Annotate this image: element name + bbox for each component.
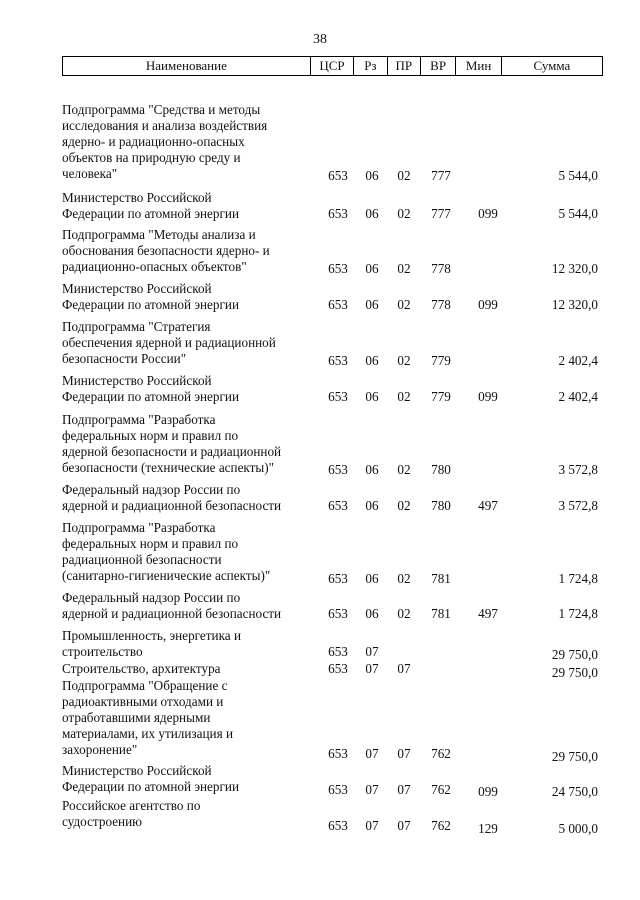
row-min: 099	[478, 389, 498, 404]
row-name: Федеральный надзор России по ядерной и радиационной безопасности	[62, 482, 282, 513]
row-name: Подпрограмма "Обращение с радиоактивными отходами и отработавшими ядерными материалами, их утилизация и захоронение"	[62, 678, 234, 757]
row-name: Промышленность, энергетика и строительство	[62, 628, 242, 659]
row-csr: 653	[328, 261, 348, 276]
row-csr: 653	[328, 782, 348, 797]
row-rz: 06	[365, 261, 379, 276]
row-name: Строительство, архитектура	[62, 661, 221, 676]
row-csr: 653	[328, 606, 348, 621]
row-sum: 12 320,0	[551, 297, 598, 312]
row-rz: 07	[365, 644, 379, 659]
row-vr: 778	[431, 261, 451, 276]
row-vr: 780	[431, 498, 451, 513]
col-header-csr: ЦСР	[310, 57, 353, 76]
row-vr: 779	[431, 389, 451, 404]
col-header-min: Мин	[456, 57, 502, 76]
col-header-sum: Сумма	[501, 57, 602, 76]
row-sum: 2 402,4	[558, 353, 598, 368]
row-csr: 653	[328, 462, 348, 477]
row-rz: 06	[365, 168, 379, 183]
row-sum: 3 572,8	[558, 462, 598, 477]
row-vr: 762	[431, 782, 451, 797]
row-name: Федеральный надзор России по ядерной и радиационной безопасности	[62, 590, 282, 621]
row-rz: 06	[365, 571, 379, 586]
col-header-rz: Рз	[354, 57, 387, 76]
row-sum: 29 750,0	[551, 665, 598, 680]
row-sum: 29 750,0	[551, 749, 598, 764]
row-name: Российское агентство по судостроению	[62, 798, 201, 829]
row-pr: 02	[397, 353, 411, 368]
row-sum: 3 572,8	[558, 498, 598, 513]
row-name: Подпрограмма "Средства и методы исследования и анализа воздействия ядерно- и радиационно-опасных объектов на природную среду и человека"	[62, 102, 268, 181]
row-vr: 780	[431, 462, 451, 477]
row-csr: 653	[328, 818, 348, 833]
row-pr: 02	[397, 571, 411, 586]
row-rz: 07	[365, 746, 379, 761]
row-csr: 653	[328, 389, 348, 404]
row-sum: 2 402,4	[558, 389, 598, 404]
row-pr: 07	[397, 746, 411, 761]
row-rz: 06	[365, 462, 379, 477]
row-vr: 779	[431, 353, 451, 368]
row-name: Министерство Российской Федерации по атомной энергии	[62, 190, 240, 221]
row-pr: 02	[397, 389, 411, 404]
row-csr: 653	[328, 168, 348, 183]
row-pr: 02	[397, 606, 411, 621]
row-sum: 5 544,0	[558, 168, 598, 183]
row-csr: 653	[328, 297, 348, 312]
row-vr: 777	[431, 168, 451, 183]
row-pr: 02	[397, 206, 411, 221]
row-name: Министерство Российской Федерации по атомной энергии	[62, 763, 240, 794]
row-pr: 07	[397, 782, 411, 797]
row-pr: 07	[397, 661, 411, 676]
row-rz: 07	[365, 818, 379, 833]
row-pr: 02	[397, 297, 411, 312]
row-pr: 02	[397, 462, 411, 477]
row-rz: 06	[365, 297, 379, 312]
row-min: 497	[478, 498, 498, 513]
row-name: Подпрограмма "Методы анализа и обоснования безопасности ядерно- и радиационно-опасных объектов"	[62, 227, 270, 274]
row-vr: 777	[431, 206, 451, 221]
row-rz: 06	[365, 353, 379, 368]
col-header-vr: ВР	[420, 57, 455, 76]
row-csr: 653	[328, 206, 348, 221]
row-pr: 02	[397, 168, 411, 183]
row-pr: 07	[397, 818, 411, 833]
row-vr: 781	[431, 571, 451, 586]
row-csr: 653	[328, 746, 348, 761]
row-csr: 653	[328, 571, 348, 586]
row-name: Министерство Российской Федерации по атомной энергии	[62, 281, 240, 312]
row-sum: 5 544,0	[558, 206, 598, 221]
row-rz: 06	[365, 389, 379, 404]
page-number: 38	[313, 32, 327, 47]
row-rz: 07	[365, 782, 379, 797]
row-min: 129	[478, 821, 498, 836]
row-rz: 07	[365, 661, 379, 676]
row-rz: 06	[365, 206, 379, 221]
row-vr: 781	[431, 606, 451, 621]
row-min: 099	[478, 206, 498, 221]
row-vr: 762	[431, 818, 451, 833]
row-sum: 29 750,0	[551, 647, 598, 662]
row-sum: 1 724,8	[558, 571, 598, 586]
col-header-name: Наименование	[63, 57, 311, 76]
row-rz: 06	[365, 498, 379, 513]
row-csr: 653	[328, 353, 348, 368]
row-name: Подпрограмма "Разработка федеральных норм и правил по ядерной безопасности и радиационной безопасности (технические аспекты)"	[62, 412, 282, 475]
row-name: Подпрограмма "Стратегия обеспечения ядерной и радиационной безопасности России"	[62, 319, 276, 366]
row-vr: 778	[431, 297, 451, 312]
row-sum: 24 750,0	[551, 784, 598, 799]
row-min: 099	[478, 784, 498, 799]
row-min: 497	[478, 606, 498, 621]
row-pr: 02	[397, 498, 411, 513]
col-header-pr: ПР	[387, 57, 420, 76]
row-vr: 762	[431, 746, 451, 761]
row-csr: 653	[328, 661, 348, 676]
row-name: Подпрограмма "Разработка федеральных норм и правил по радиационной безопасности (санитарно-гигиенические аспекты)"	[62, 520, 271, 583]
row-csr: 653	[328, 644, 348, 659]
row-min: 099	[478, 297, 498, 312]
row-csr: 653	[328, 498, 348, 513]
row-name: Министерство Российской Федерации по атомной энергии	[62, 373, 240, 404]
row-sum: 5 000,0	[558, 821, 598, 836]
row-sum: 1 724,8	[558, 606, 598, 621]
row-sum: 12 320,0	[551, 261, 598, 276]
row-pr: 02	[397, 261, 411, 276]
row-rz: 06	[365, 606, 379, 621]
